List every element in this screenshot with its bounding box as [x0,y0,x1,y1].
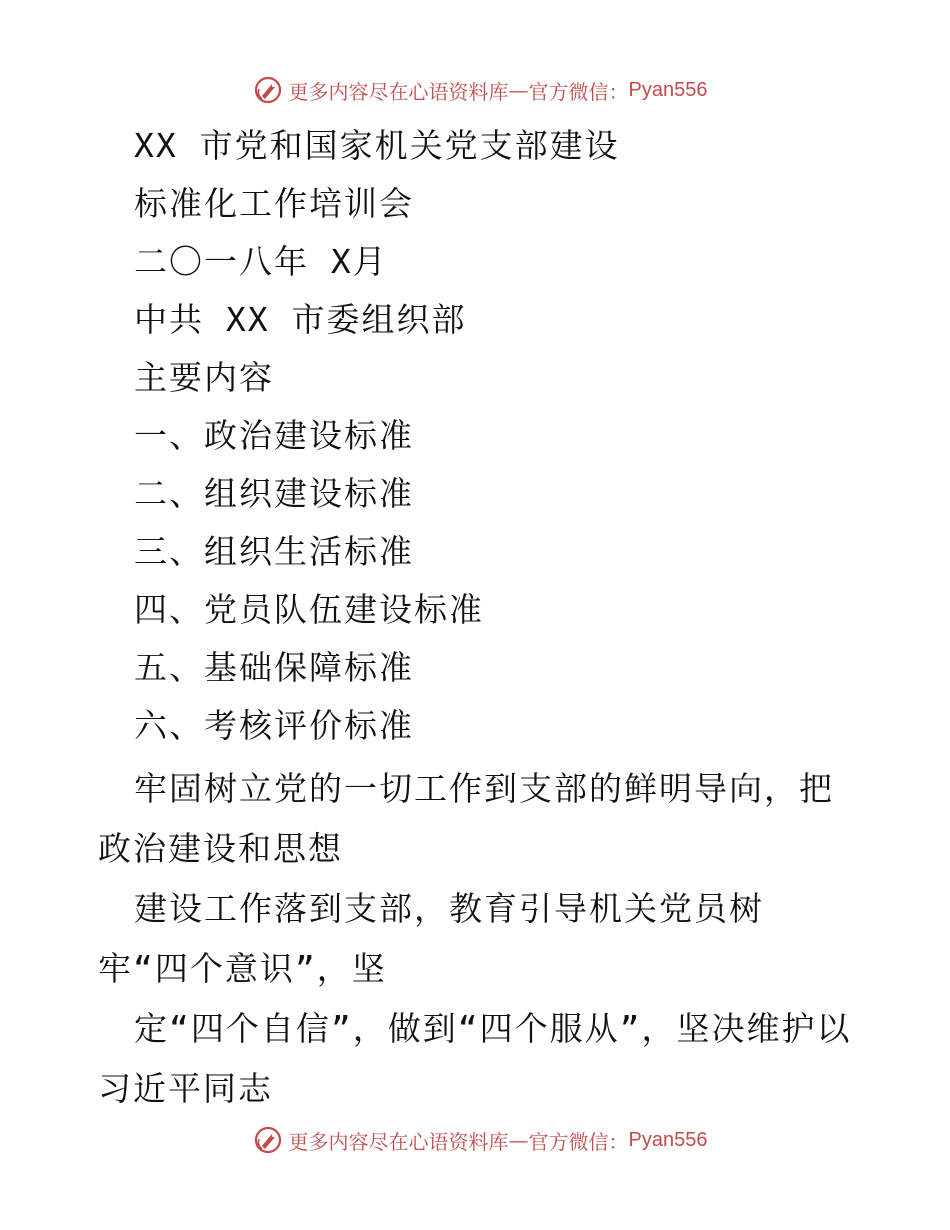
contents-item: 四、党员队伍建设标准 [134,590,484,629]
contents-item: 二、组织建设标准 [134,474,414,513]
watermark-text: 更多内容尽在心语资料库 [288,79,509,104]
document-organizer: 中共 XX 市委组织部 [134,300,467,339]
body-paragraph: 定“四个自信”，做到“四个服从”，坚决维护以习近平同志 [98,1009,852,1108]
contents-item: 一、政治建设标准 [134,416,414,455]
watermark-separator: — [508,1128,529,1152]
pen-nib-logo-icon [253,1125,283,1155]
body-paragraph: 建设工作落到支部，教育引导机关党员树牢“四个意识”，坚 [98,889,764,988]
watermark-text: 更多内容尽在心语资料库 [288,1129,509,1154]
body-paragraph: 牢固树立党的一切工作到支部的鲜明导向，把政治建设和思想 [98,769,834,868]
watermark-official-label: 官方微信： [528,1129,629,1154]
watermark-footer [0,1120,950,1160]
watermark-official-label: 官方微信： [528,79,629,104]
contents-item: 三、组织生活标准 [134,532,414,571]
contents-item: 五、基础保障标准 [134,648,414,687]
document-date: 二〇一八年 X月 [134,242,388,281]
document-title-line-2: 标准化工作培训会 [134,184,414,223]
pen-nib-logo-icon [253,75,283,105]
document-title-line-1: XX 市党和国家机关党支部建设 [134,126,620,165]
watermark-separator: — [508,78,529,102]
watermark-handle: Pyan556 [628,1128,708,1151]
contents-heading: 主要内容 [134,358,274,397]
watermark-handle: Pyan556 [628,78,708,101]
watermark-header [0,70,950,110]
contents-item: 六、考核评价标准 [134,706,414,745]
